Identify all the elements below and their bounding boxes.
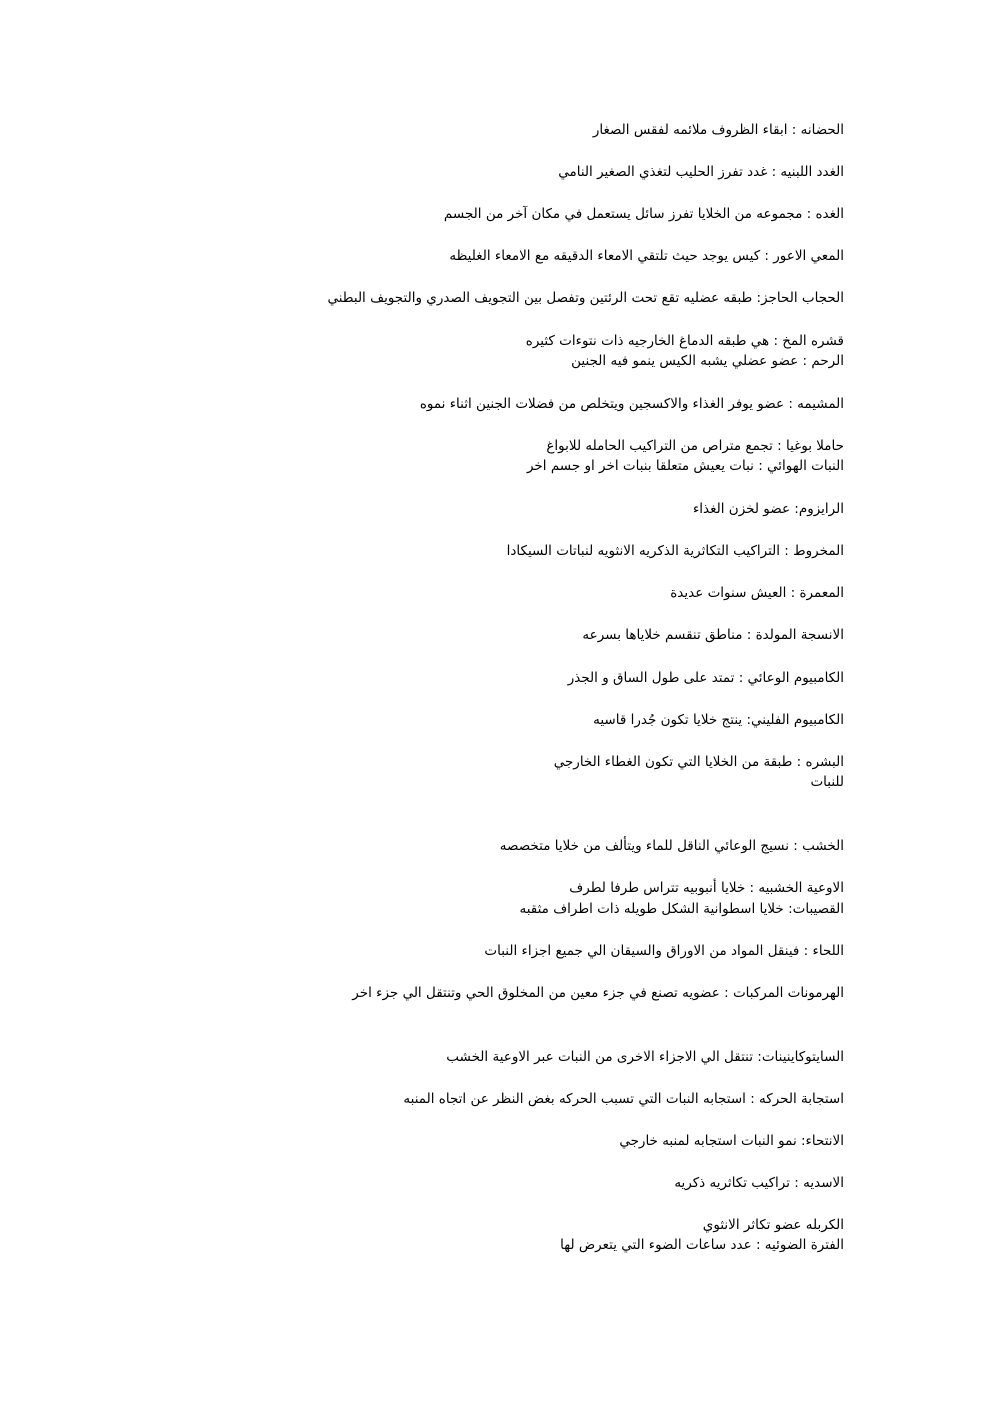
definition-meristem: الانسجة المولدة : مناطق تنقسم خلاياها بسرعه [582, 627, 844, 643]
definition-gland: الغده : مجموعه من الخلايا تفرز سائل يستعمل في مكان آخر من الجسم [443, 206, 844, 222]
definition-diaphragm: الحجاب الحاجز: طبقه عضليه تقع تحت الرئتين وتفصل بين التجويف الصدري والتجويف البطني [327, 290, 844, 306]
definition-incubation: الحضانه : ابقاء الظروف ملائمه لفقس الصغار [592, 122, 844, 138]
definition-carpel: الكربله عضو تكاثر الانثوي [702, 1217, 844, 1233]
definition-caecum: المعي الاعور : كيس يوجد حيث تلتقي الامعاء الدقيقه مع الامعاء الغليظه [449, 248, 844, 264]
definition-phloem: اللحاء : فينقل المواد من الاوراق والسيقان الي جميع اجزاء النبات [484, 943, 844, 959]
definition-xylem: الخشب : نسيج الوعائي الناقل للماء ويتألف من خلايا متخصصه [499, 838, 844, 854]
definition-photoperiod: الفترة الضوئيه : عدد ساعات الضوء التي يتعرض لها [560, 1237, 844, 1253]
definition-hormones: الهرمونات المركبات : عضويه تصنع في جزء معين من المخلوق الحي وتنتقل الي جزء اخر [352, 985, 844, 1001]
definition-vascular-cambium: الكامبيوم الوعائي : تمتد على طول الساق و الجذر [567, 670, 844, 686]
definition-cone: المخروط : التراكيب التكاثرية الذكريه الانثويه لنباتات السيكادا [506, 543, 844, 559]
definition-mammary-glands: الغدد اللبنيه : غدد تفرز الحليب لتغذي الصغير النامي [558, 164, 844, 180]
definition-vessel-elements: الاوعية الخشبيه : خلايا أنبوبيه تتراس طرفا لطرف [569, 880, 844, 896]
definition-tracheids: القصيبات: خلايا اسطوانية الشكل طويله ذات اطراف مثقبه [519, 901, 844, 917]
definition-sporophyll: حاملا بوغيا : تجمع متراص من التراكيب الحامله للابواغ [546, 438, 844, 454]
definition-epiphyte: النبات الهوائي : نبات يعيش متعلقا بنبات اخر او جسم اخر [526, 458, 844, 474]
definition-perennial: المعمرة : العيش سنوات عديدة [670, 585, 844, 601]
definition-cork-cambium: الكامبيوم الفليني: ينتج خلايا تكون جُدرا قاسيه [593, 712, 844, 728]
definition-cerebral-cortex: قشره المخ : هي طبقه الدماغ الخارجيه ذات نتوءات كثيره [525, 333, 844, 349]
definition-stamens: الاسديه : تراكيب تكاثريه ذكريه [674, 1175, 844, 1191]
definition-epidermis: البشره : طبقة من الخلايا التي تكون الغطاء الخارجي [553, 754, 844, 770]
definition-nastic-response: استجابة الحركه : استجابه النبات التي تسبب الحركه بغض النظر عن اتجاه المنبه [403, 1091, 844, 1107]
definition-placenta: المشيمه : عضو يوفر الغذاء والاكسجين ويتخلص من فضلات الجنين اثناء نموه [419, 396, 844, 412]
definition-uterus: الرحم : عضو عضلي يشبه الكيس ينمو فيه الجنين [571, 353, 844, 369]
definition-epidermis-cont: للنبات [810, 774, 844, 790]
definition-rhizome: الرايزوم: عضو لخزن الغذاء [692, 501, 844, 517]
definition-tropism: الانتحاء: نمو النبات استجابه لمنبه خارجي [619, 1133, 844, 1149]
definition-cytokinins: السايتوكاينينات: تنتقل الي الاجزاء الاخرى من النبات عبر الاوعية الخشب [446, 1049, 844, 1065]
